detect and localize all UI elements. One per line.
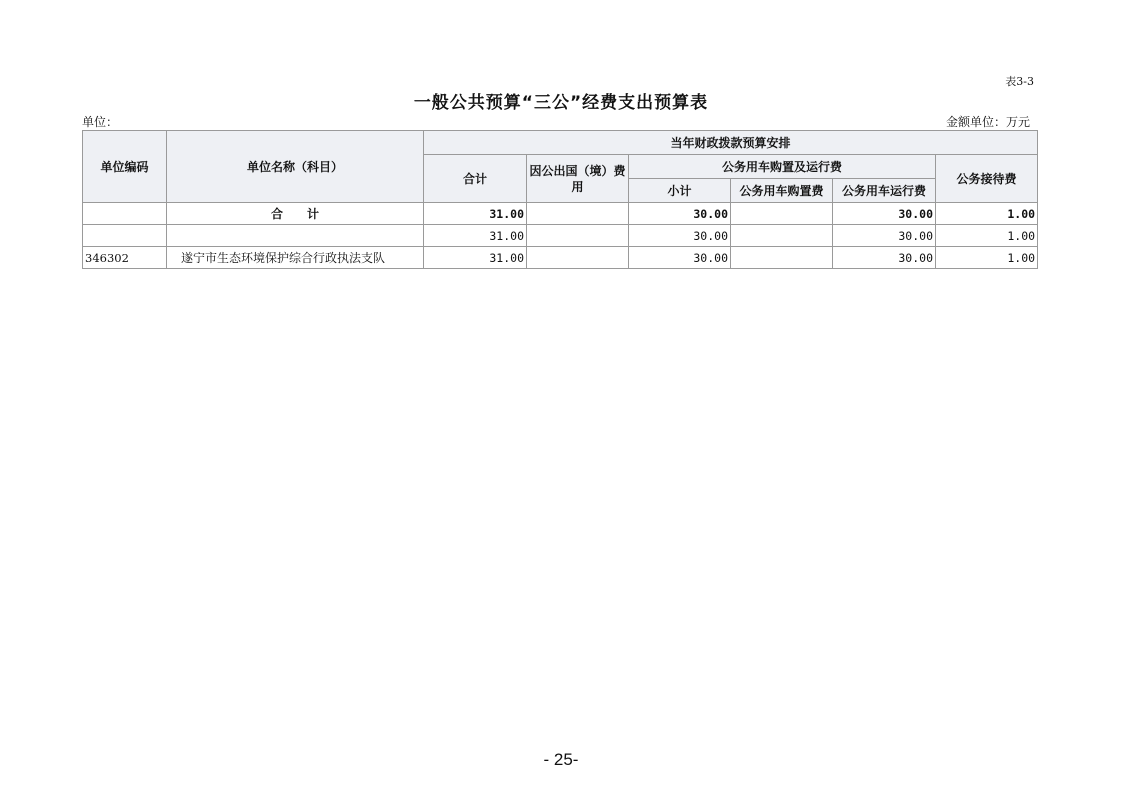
cell-total: 31.00 <box>424 247 527 269</box>
cell-subtotal: 30.00 <box>629 225 731 247</box>
cell-abroad <box>527 203 629 225</box>
budget-table <box>82 130 1038 269</box>
cell-name: 遂宁市生态环境保护综合行政执法支队 <box>167 247 424 269</box>
cell-operation: 30.00 <box>833 225 936 247</box>
header-total: 合计 <box>424 155 527 203</box>
cell-code <box>83 203 167 225</box>
header-vehicle-purchase: 公务用车购置费 <box>731 179 833 203</box>
table-row <box>83 247 1038 269</box>
table-row-total <box>83 203 1038 225</box>
cell-abroad <box>527 247 629 269</box>
page-title: 一般公共预算“三公”经费支出预算表 <box>413 93 709 113</box>
cell-operation: 30.00 <box>833 203 936 225</box>
amount-unit-label: 金额单位：万元 <box>945 115 1030 129</box>
header-vehicle-operation: 公务用车运行费 <box>833 179 936 203</box>
cell-code <box>83 225 167 247</box>
table-row <box>83 225 1038 247</box>
unit-label: 单位： <box>82 115 119 129</box>
header-abroad-expenses: 因公出国（境）费用 <box>527 155 629 203</box>
cell-reception: 1.00 <box>936 225 1038 247</box>
cell-total: 31.00 <box>424 203 527 225</box>
page-number: - 25- <box>543 750 579 769</box>
cell-purchase <box>731 203 833 225</box>
cell-abroad <box>527 225 629 247</box>
table-code: 表3-3 <box>1005 75 1034 88</box>
cell-purchase <box>731 225 833 247</box>
cell-subtotal: 30.00 <box>629 247 731 269</box>
cell-code: 346302 <box>83 247 167 269</box>
header-unit-code: 单位编码 <box>83 131 167 203</box>
cell-name <box>167 225 424 247</box>
cell-name: 合 计 <box>167 203 424 225</box>
cell-subtotal: 30.00 <box>629 203 731 225</box>
cell-purchase <box>731 247 833 269</box>
header-unit-name: 单位名称（科目） <box>167 131 424 203</box>
header-reception: 公务接待费 <box>936 155 1038 203</box>
header-current-year-allocation: 当年财政拨款预算安排 <box>424 131 1038 155</box>
header-vehicle-group: 公务用车购置及运行费 <box>629 155 936 179</box>
cell-total: 31.00 <box>424 225 527 247</box>
cell-reception: 1.00 <box>936 203 1038 225</box>
cell-reception: 1.00 <box>936 247 1038 269</box>
cell-operation: 30.00 <box>833 247 936 269</box>
header-subtotal: 小计 <box>629 179 731 203</box>
